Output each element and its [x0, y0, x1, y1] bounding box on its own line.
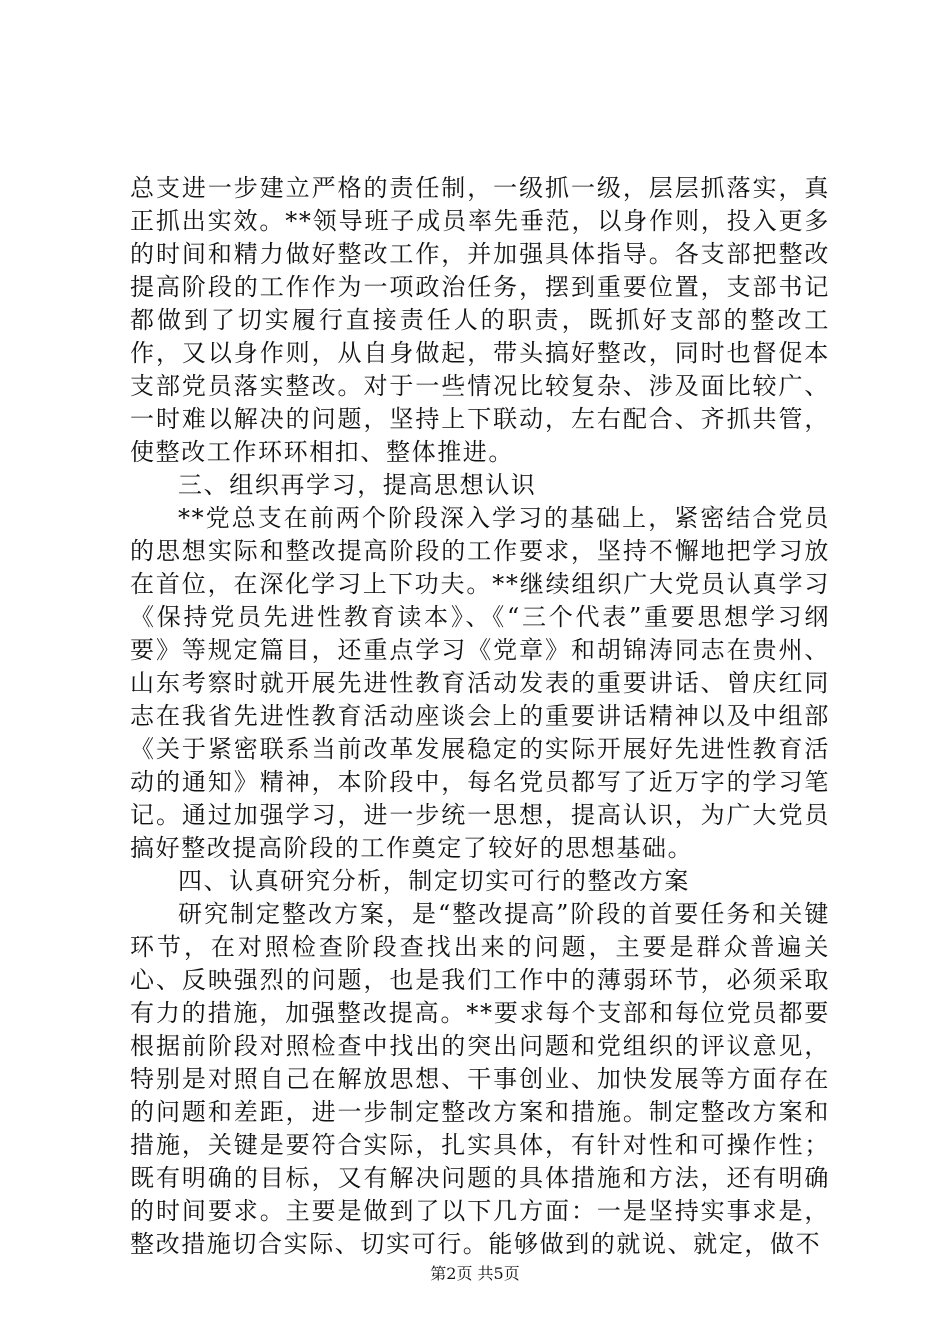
section-heading-3: 三、组织再学习，提高思想认识	[178, 471, 537, 499]
paragraph-continuation: 总支进一步建立严格的责任制，一级抓一级，层层抓落实，真正抓出实效。**领导班子成员率先垂范，以身作则，投入更多的时间和精力做好整改工作，并加强具体指导。各支部把整改提高阶段的工作作为一项政治任务，摆到重要位置，支部书记都做到了切实履行直接责任人的职责，既抓好支部的整改工作，又以身作则，从自身做起，带头搞好整改，同时也督促本支部党员落实整改。对于一些情况比较复杂、涉及面比较广、一时难以解决的问题，坚持上下联动，左右配合、齐抓共管，使整改工作环环相扣、整体推进。	[130, 174, 830, 466]
document-page	[130, 172, 830, 1261]
paragraph-section-3: **党总支在前两个阶段深入学习的基础上，紧密结合党员的思想实际和整改提高阶段的工作要求，坚持不懈地把学习放在首位，在深化学习上下功夫。**继续组织广大党员认真学习《保持党员先进性教育读本》、《“三个代表”重要思想学习纲要》等规定篇目，还重点学习《党章》和胡锦涛同志在贵州、山东考察时就开展先进性教育活动发表的重要讲话、曾庆红同志在我省先进性教育活动座谈会上的重要讲话精神以及中组部《关于紧密联系当前改革发展稳定的实际开展好先进性教育活动的通知》精神，本阶段中，每名党员都写了近万字的学习笔记。通过加强学习，进一步统一思想，提高认识，为广大党员搞好整改提高阶段的工作奠定了较好的思想基础。	[130, 504, 830, 862]
page-number-footer: 第2页 共5页	[430, 1264, 520, 1283]
paragraph-section-4: 研究制定整改方案，是“整改提高”阶段的首要任务和关键环节，在对照检查阶段查找出来的问题，主要是群众普遍关心、反映强烈的问题，也是我们工作中的薄弱环节，必须采取有力的措施，加强整改提高。**要求每个支部和每位党员都要根据前阶段对照检查中找出的突出问题和党组织的评议意见，特别是对照自己在解放思想、干事创业、加快发展等方面存在的问题和差距，进一步制定整改方案和措施。制定整改方案和措施，关键是要符合实际，扎实具体，有针对性和可操作性；既有明确的目标，又有解决问题的具体措施和方法，还有明确的时间要求。主要是做到了以下几方面：一是坚持实事求是，整改措施切合实际、切实可行。能够做到的就说、就定，做不	[130, 900, 830, 1258]
section-heading-4: 四、认真研究分析，制定切实可行的整改方案	[178, 867, 690, 895]
